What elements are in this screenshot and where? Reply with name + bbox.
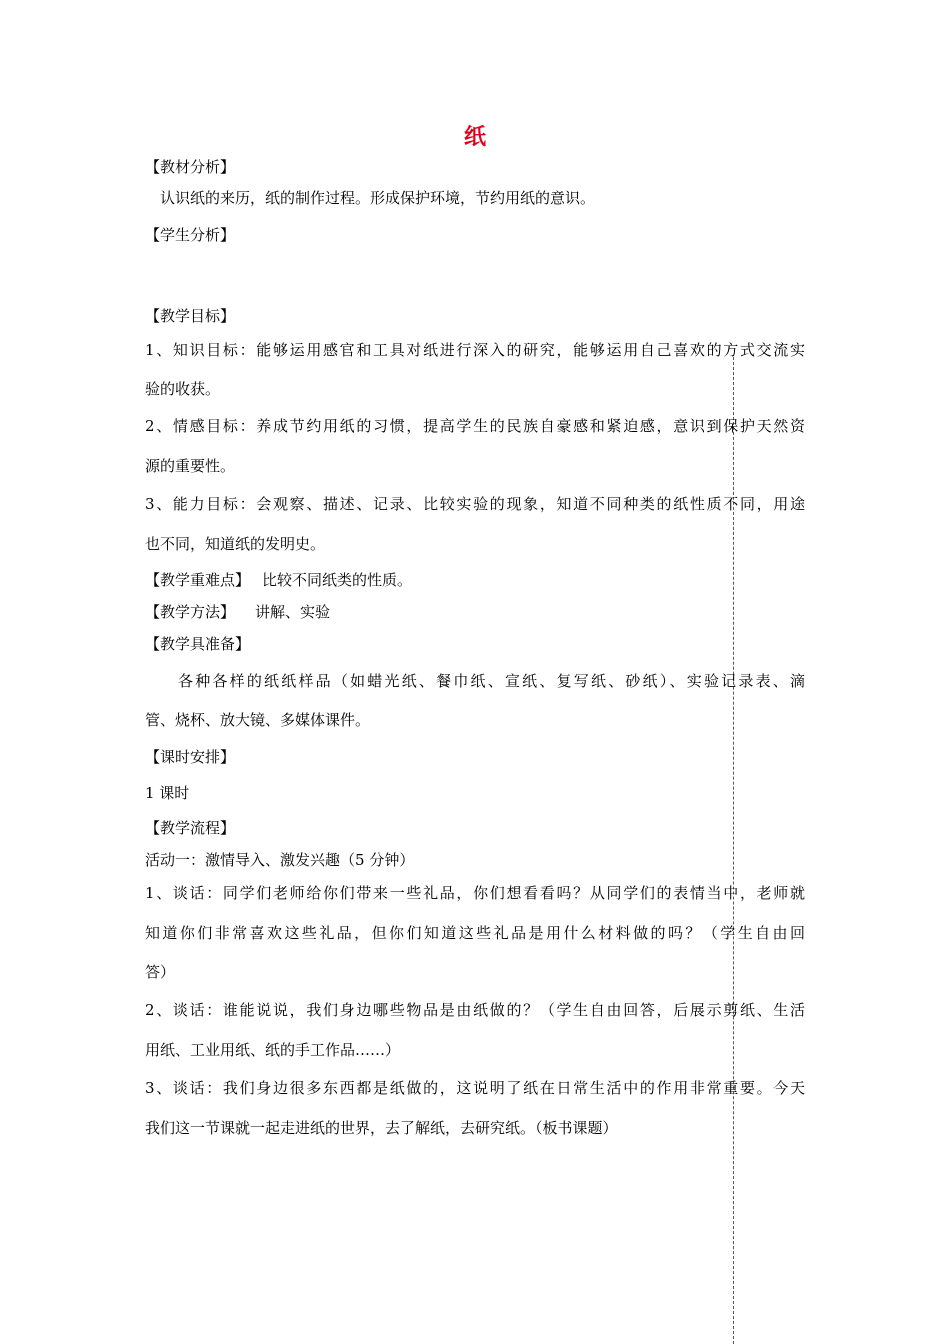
- difficulty-text: 比较不同纸类的性质。: [262, 571, 413, 589]
- prep-line2: 管、烧杯、放大镜、多媒体课件。: [145, 711, 371, 729]
- section-heading-material: 【教材分析】: [145, 158, 236, 176]
- talk2-line1: 2、谈话：谁能说说，我们身边哪些物品是由纸做的？（学生自由回答，后展示剪纸、生活: [145, 1001, 805, 1019]
- activity1-title: 活动一：激情导入、激发兴趣（5 分钟）: [145, 851, 415, 869]
- section-heading-flow: 【教学流程】: [145, 819, 236, 837]
- goal3-line2: 也不同，知道纸的发明史。: [145, 535, 326, 553]
- talk1-line3: 答）: [145, 963, 176, 981]
- goal2-line1: 2、情感目标：养成节约用纸的习惯，提高学生的民族自豪感和紧迫感，意识到保护天然资: [145, 417, 805, 435]
- method-text: 讲解、实验: [255, 603, 331, 621]
- talk2-line2: 用纸、工业用纸、纸的手工作品……）: [145, 1041, 401, 1059]
- talk1-line2: 知道你们非常喜欢这些礼品，但你们知道这些礼品是用什么材料做的吗？（学生自由回: [145, 924, 805, 942]
- section-heading-student: 【学生分析】: [145, 226, 236, 244]
- goal3-line1: 3、能力目标：会观察、描述、记录、比较实验的现象，知道不同种类的纸性质不同，用途: [145, 495, 805, 513]
- difficulty-row: [145, 570, 412, 590]
- talk3-line1: 3、谈话：我们身边很多东西都是纸做的，这说明了纸在日常生活中的作用非常重要。今天: [145, 1079, 805, 1097]
- talk1-line1: 1、谈话：同学们老师给你们带来一些礼品，你们想看看吗？从同学们的表情当中，老师就: [145, 884, 805, 902]
- section-heading-goals: 【教学目标】: [145, 307, 236, 325]
- schedule-text: 1 课时: [145, 784, 190, 802]
- method-row: [145, 602, 330, 622]
- section-heading-method: 【教学方法】: [145, 603, 236, 621]
- section-heading-difficulty: 【教学重难点】: [145, 571, 251, 589]
- section-heading-prep: 【教学具准备】: [145, 635, 251, 653]
- material-text: 认识纸的来历，纸的制作过程。形成保护环境，节约用纸的意识。: [160, 189, 596, 207]
- document-title: 纸: [463, 125, 486, 150]
- goal1-line2: 验的收获。: [145, 380, 221, 398]
- section-heading-schedule: 【课时安排】: [145, 748, 236, 766]
- talk3-line2: 我们这一节课就一起走进纸的世界，去了解纸，去研究纸。（板书课题）: [145, 1119, 618, 1137]
- goal1-line1: 1、知识目标：能够运用感官和工具对纸进行深入的研究，能够运用自己喜欢的方式交流实: [145, 341, 805, 359]
- goal2-line2: 源的重要性。: [145, 457, 236, 475]
- prep-line1: 各种各样的纸纸样品（如蜡光纸、餐巾纸、宣纸、复写纸、砂纸）、实验记录表、滴: [178, 672, 805, 690]
